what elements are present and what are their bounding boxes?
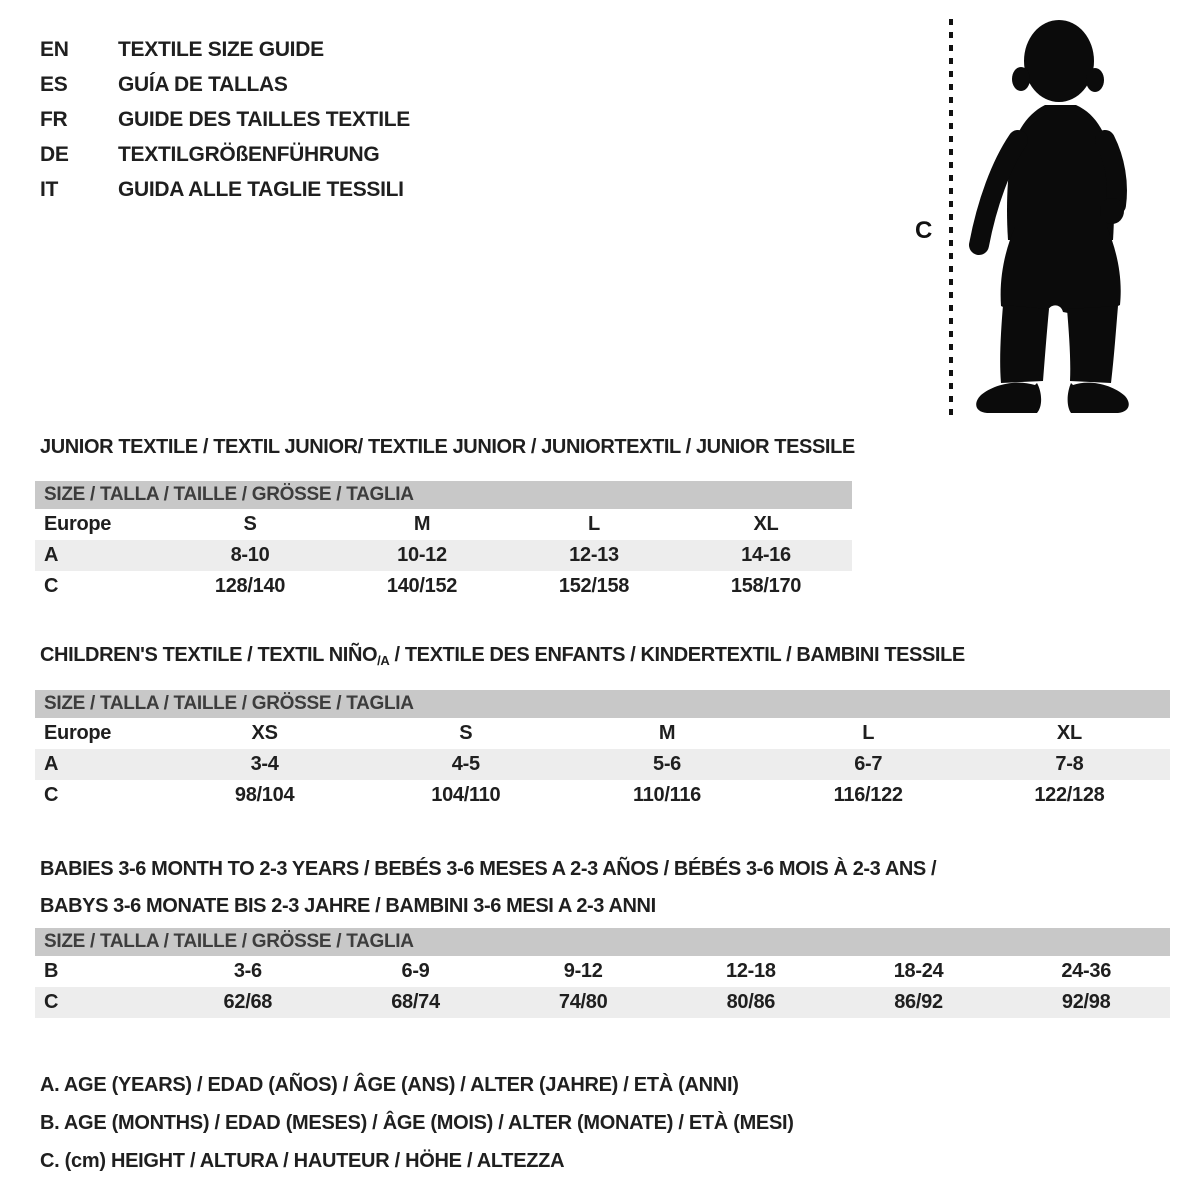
legend-line-b: B. AGE (MONTHS) / EDAD (MESES) / ÂGE (MOIS) / ALTER (MONATE) / ETÀ (MESI): [40, 1112, 794, 1134]
toddler-silhouette-icon: [976, 20, 1129, 413]
row-label: B: [44, 960, 59, 982]
guide-title: GUIDA ALLE TAGLIE TESSILI: [118, 178, 404, 201]
guide-title: GUIDE DES TAILLES TEXTILE: [118, 108, 410, 131]
language-code: EN: [40, 38, 69, 61]
table-cell: 10-12: [397, 544, 447, 566]
row-label: Europe: [44, 513, 112, 535]
size-table-header: SIZE / TALLA / TAILLE / GRÖSSE / TAGLIA: [35, 481, 852, 509]
table-row-age-months: [35, 956, 1170, 987]
language-row: [40, 102, 410, 137]
row-label: A: [44, 544, 59, 566]
table-cell: 4-5: [451, 753, 480, 775]
table-cell: 12-18: [726, 960, 776, 982]
table-cell: 92/98: [1061, 991, 1111, 1013]
table-cell: XS: [251, 722, 278, 744]
table-row-height: [35, 987, 1170, 1018]
legend-line-c: C. (cm) HEIGHT / ALTURA / HAUTEUR / HÖHE / ALTEZZA: [40, 1150, 565, 1172]
language-code: IT: [40, 178, 59, 201]
guide-title: TEXTILGRÖßENFÜHRUNG: [118, 143, 380, 166]
language-title-list: [40, 32, 410, 207]
table-row-age: [35, 540, 852, 571]
row-label: C: [44, 575, 59, 597]
table-cell: XL: [753, 513, 779, 535]
language-row: [40, 137, 410, 172]
measurement-legend: [40, 1066, 794, 1180]
language-code: ES: [40, 73, 68, 96]
table-cell: M: [658, 722, 676, 744]
table-cell: 80/86: [726, 991, 776, 1013]
babies-heading-line2: BABYS 3-6 MONATE BIS 2-3 JAHRE / BAMBINI 3-6 MESI A 2-3 ANNI: [40, 895, 656, 917]
children-heading-sub: /A: [377, 653, 390, 668]
table-cell: 6-9: [401, 960, 430, 982]
table-cell: 158/170: [730, 575, 802, 597]
table-cell: XL: [1056, 722, 1082, 744]
table-cell: 110/116: [633, 784, 701, 806]
language-row: [40, 172, 410, 207]
language-row: [40, 67, 410, 102]
table-cell: 24-36: [1061, 960, 1112, 982]
table-cell: 18-24: [893, 960, 944, 982]
row-label: A: [44, 753, 59, 775]
table-row-europe: [35, 509, 852, 540]
row-label: C: [44, 991, 59, 1013]
table-cell: 68/74: [391, 991, 440, 1013]
table-row-height: [35, 571, 852, 602]
junior-size-table: [35, 481, 852, 602]
table-cell: 98/104: [234, 784, 295, 806]
table-cell: 3-4: [250, 753, 279, 775]
size-table-header: SIZE / TALLA / TAILLE / GRÖSSE / TAGLIA: [35, 690, 1170, 718]
row-label: Europe: [44, 722, 112, 744]
table-cell: 5-6: [653, 753, 682, 775]
children-heading-post: / TEXTILE DES ENFANTS / KINDERTEXTIL / BAMBINI TESSILE: [389, 644, 965, 666]
table-cell: 104/110: [431, 784, 501, 806]
table-cell: S: [243, 513, 257, 535]
babies-section-heading: [40, 851, 936, 925]
table-row-age: [35, 749, 1170, 780]
table-cell: 14-16: [741, 544, 791, 566]
language-code: FR: [40, 108, 68, 131]
babies-heading-line1: BABIES 3-6 MONTH TO 2-3 YEARS / BEBÉS 3-6 MESES A 2-3 AÑOS / BÉBÉS 3-6 MOIS À 2-3 ANS /: [40, 858, 937, 880]
children-heading-pre: CHILDREN'S TEXTILE / TEXTIL NIÑO: [40, 644, 378, 666]
table-cell: L: [588, 513, 600, 535]
height-measure-label: C: [915, 217, 933, 244]
table-cell: 62/68: [223, 991, 273, 1013]
junior-section-heading: JUNIOR TEXTILE / TEXTIL JUNIOR/ TEXTILE JUNIOR / JUNIORTEXTIL / JUNIOR TESSILE: [40, 436, 855, 458]
table-cell: 8-10: [230, 544, 270, 566]
table-cell: 74/80: [558, 991, 608, 1013]
guide-title: GUÍA DE TALLAS: [118, 73, 288, 96]
table-cell: 122/128: [1034, 784, 1105, 806]
table-cell: 128/140: [214, 575, 286, 597]
table-cell: 86/92: [894, 991, 943, 1013]
table-cell: M: [413, 513, 431, 535]
table-cell: 116/122: [833, 784, 903, 806]
language-code: DE: [40, 143, 69, 166]
language-row: [40, 32, 410, 67]
children-section-heading: [40, 644, 965, 668]
row-label: C: [44, 784, 59, 806]
guide-title: TEXTILE SIZE GUIDE: [118, 38, 324, 61]
legend-line-a: A. AGE (YEARS) / EDAD (AÑOS) / ÂGE (ANS) / ALTER (JAHRE) / ETÀ (ANNI): [40, 1074, 739, 1096]
table-cell: 12-13: [569, 544, 619, 566]
table-row-height: [35, 780, 1170, 811]
table-cell: 152/158: [558, 575, 630, 597]
table-cell: 3-6: [233, 960, 262, 982]
table-cell: 6-7: [854, 753, 883, 775]
children-size-table: [35, 690, 1170, 811]
table-cell: 140/152: [386, 575, 458, 597]
table-cell: 9-12: [563, 960, 603, 982]
babies-size-table: [35, 928, 1170, 1018]
table-cell: S: [459, 722, 473, 744]
table-cell: 7-8: [1055, 753, 1084, 775]
toddler-figure: [915, 15, 1145, 420]
size-table-header: SIZE / TALLA / TAILLE / GRÖSSE / TAGLIA: [35, 928, 1170, 956]
table-cell: L: [862, 722, 875, 744]
table-row-europe: [35, 718, 1170, 749]
